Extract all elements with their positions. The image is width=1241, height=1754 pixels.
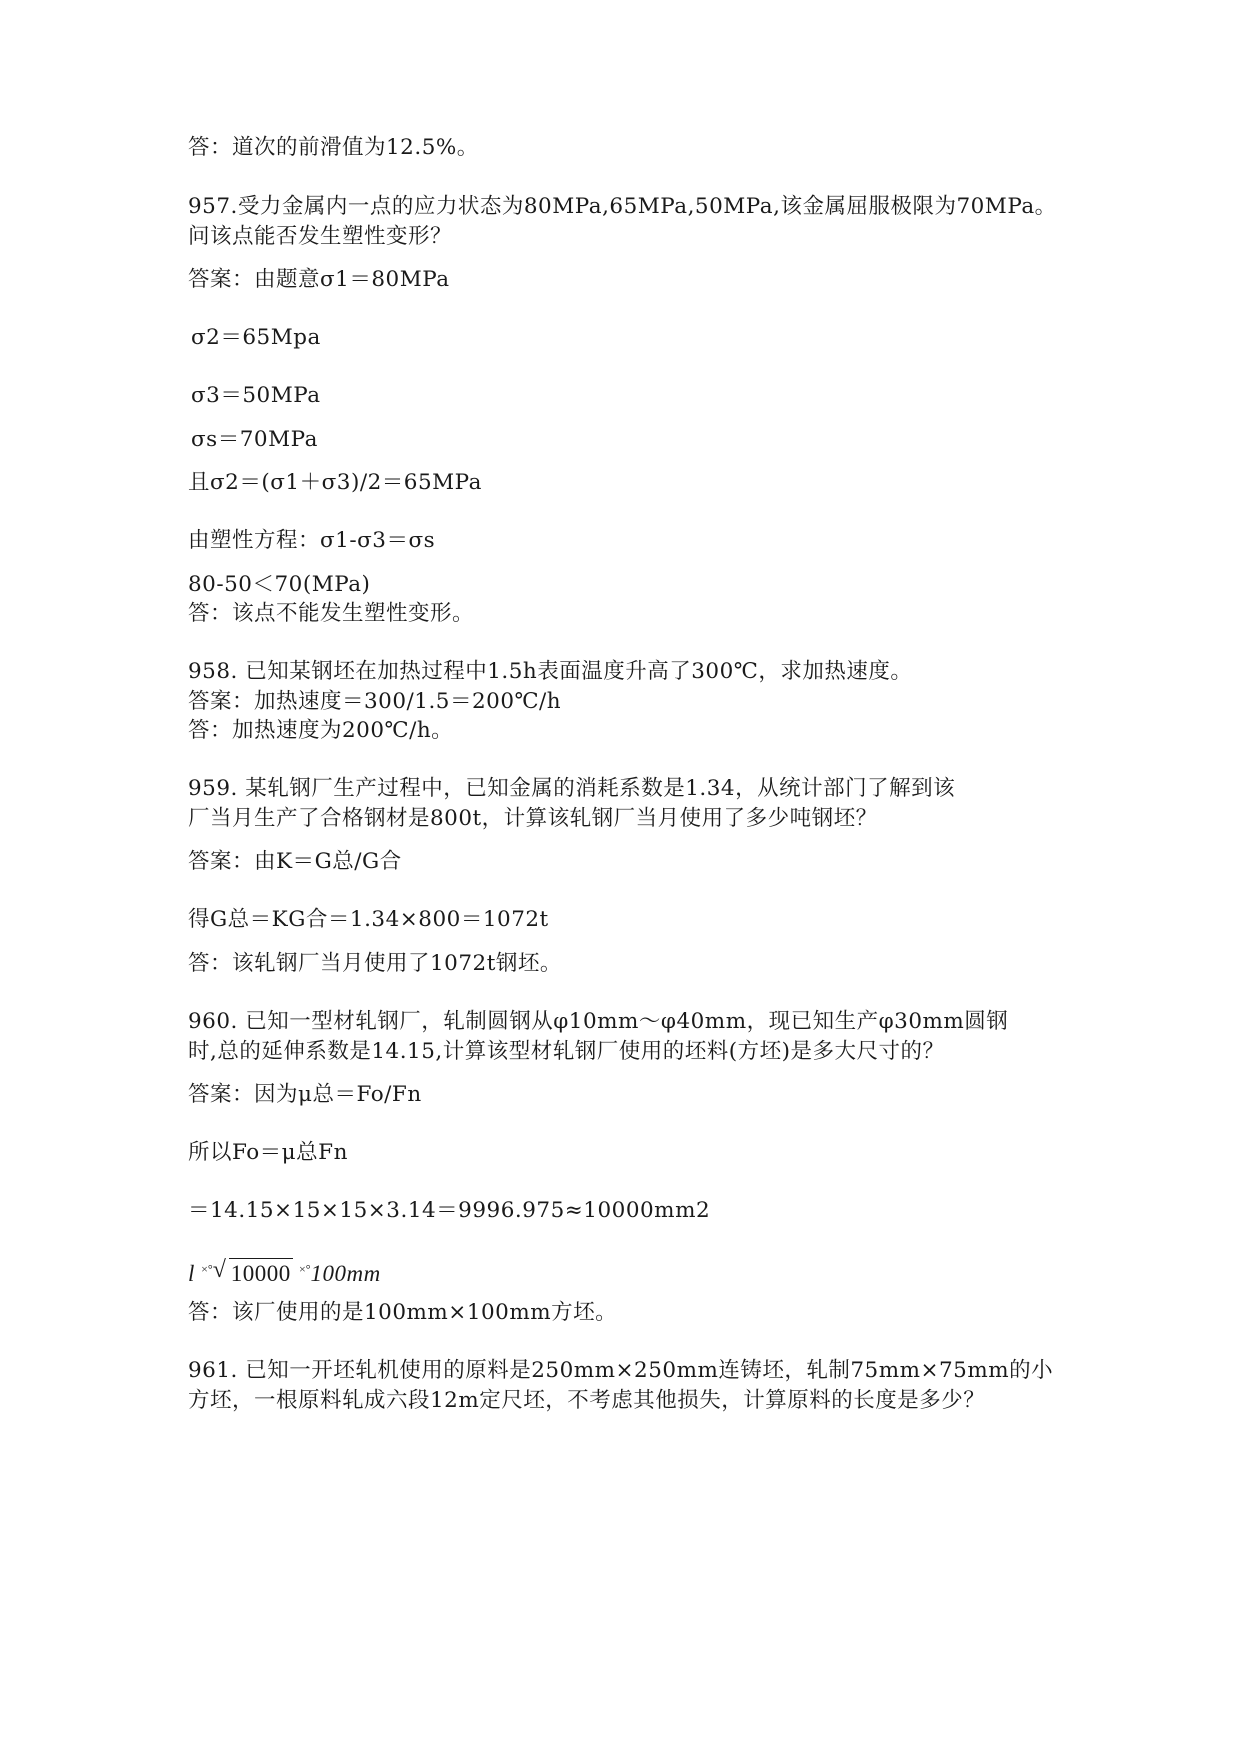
question-957-line2: 问该点能否发生塑性变形？	[188, 224, 453, 249]
question-961-line2: 方坯，一根原料轧成六段12m定尺坯，不考虑其他损失，计算原料的长度是多少？	[188, 1388, 986, 1413]
answer-959-line2: 得G总＝KG合＝1.34×800＝1072t	[188, 907, 549, 932]
square-root-symbol	[213, 1258, 293, 1289]
answer-960-line2: 所以Fo＝μ总Fn	[188, 1140, 348, 1165]
answer-957-line7: 80-50＜70(MPa)	[188, 572, 371, 597]
answer-958-conclusion: 答：加热速度为200℃/h。	[188, 718, 454, 743]
answer-959-line1: 答案：由K＝G总/G合	[188, 849, 402, 874]
answer-957-line4: σs＝70MPa	[191, 427, 318, 452]
equation-line	[188, 1254, 381, 1289]
answer-960-line3: ＝14.15×15×15×3.14＝9996.975≈10000mm2	[188, 1198, 711, 1223]
answer-957-conclusion: 答：该点不能发生塑性变形。	[188, 601, 475, 626]
question-959-line2: 厂当月生产了合格钢材是800t，计算该轧钢厂当月使用了多少吨钢坯？	[188, 806, 878, 831]
answer-960-conclusion: 答：该厂使用的是100mm×100mm方坯。	[188, 1300, 618, 1325]
equation-result: 100mm	[310, 1261, 381, 1286]
question-957-line1: 957.受力金属内一点的应力状态为80MPa,65MPa,50MPa,该金属屈服极限为70MPa。	[188, 194, 1057, 219]
answer-957-line5: 且σ2＝(σ1＋σ3)/2＝65MPa	[188, 470, 482, 495]
equation-sign-2: ×°	[298, 1262, 311, 1276]
answer-957-line3: σ3＝50MPa	[191, 383, 321, 408]
answer-957-line2: σ2＝65Mpa	[191, 325, 321, 350]
answer-line: 答：道次的前滑值为12.5%。	[188, 135, 479, 160]
question-958: 958. 已知某钢坯在加热过程中1.5h表面温度升高了300℃，求加热速度。	[188, 659, 913, 684]
question-960-line2: 时,总的延伸系数是14.15,计算该型材轧钢厂使用的坯料(方坯)是多大尺寸的？	[188, 1039, 945, 1064]
question-960-line1: 960. 已知一型材轧钢厂，轧制圆钢从φ10mm～φ40mm，现已知生产φ30mm圆钢	[188, 1009, 1009, 1034]
question-959-line1: 959. 某轧钢厂生产过程中，已知金属的消耗系数是1.34，从统计部门了解到该	[188, 776, 956, 801]
answer-959-conclusion: 答：该轧钢厂当月使用了1072t钢坯。	[188, 951, 562, 976]
answer-957-line1: 答案：由题意σ1＝80MPa	[188, 267, 450, 292]
answer-957-line6: 由塑性方程：σ1-σ3＝σs	[188, 528, 436, 553]
equation-variable: l	[188, 1261, 195, 1286]
question-961-line1: 961. 已知一开坯轧机使用的原料是250mm×250mm连铸坯，轧制75mm×75mm的小	[188, 1358, 1054, 1383]
answer-958-line1: 答案：加热速度＝300/1.5＝200℃/h	[188, 689, 562, 714]
answer-960-line1: 答案：因为μ总＝Fo/Fn	[188, 1082, 422, 1107]
equation-radicand: 10000	[229, 1258, 293, 1289]
equation-sign-1: ×°	[201, 1262, 213, 1276]
